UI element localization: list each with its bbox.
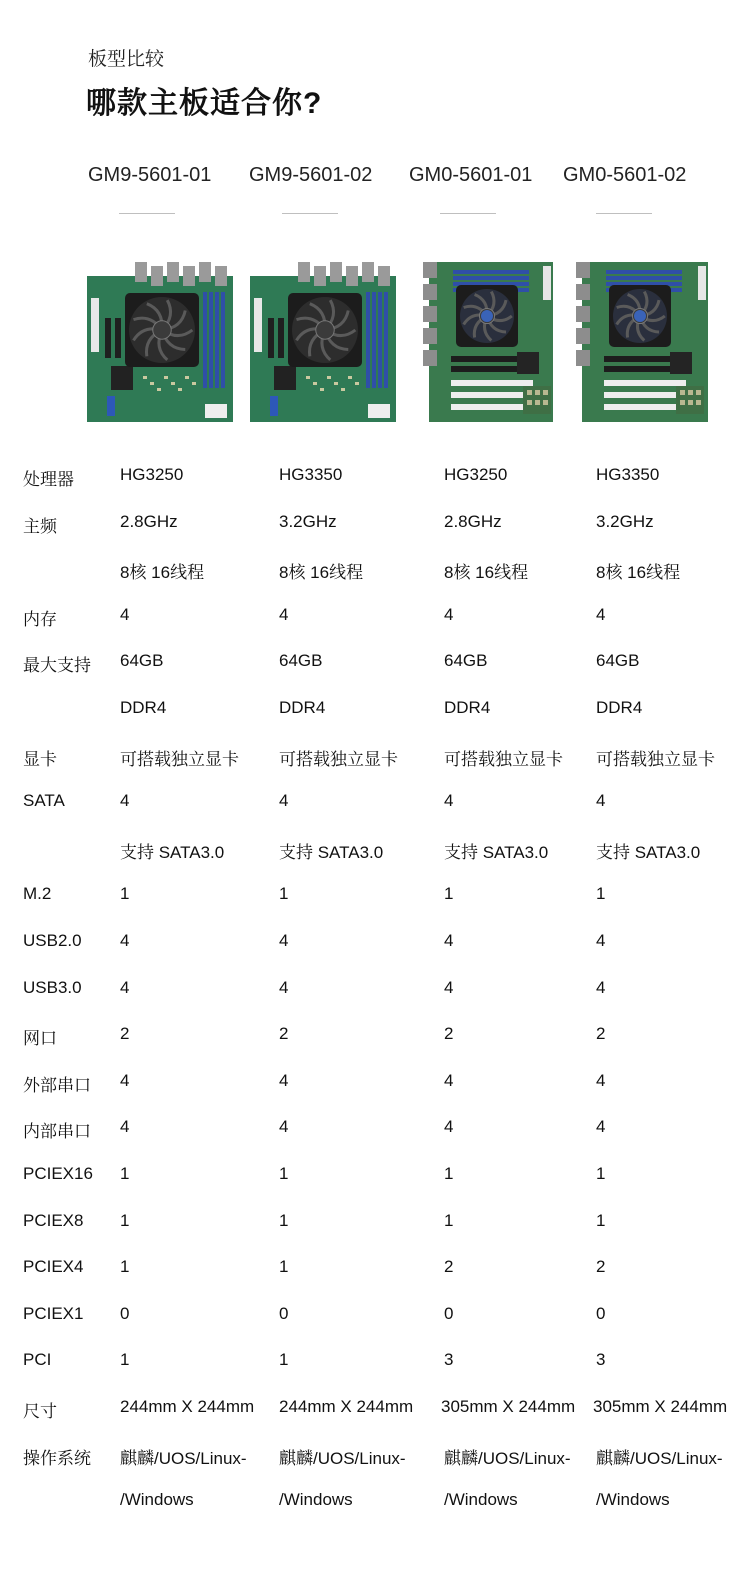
spec-value: 1	[279, 884, 289, 903]
model-divider	[440, 213, 496, 214]
spec-label: PCIEX8	[23, 1211, 84, 1230]
model-divider	[596, 213, 652, 214]
spec-value: 4	[444, 978, 454, 997]
spec-value: 4	[596, 791, 606, 810]
spec-value: 8核 16线程	[120, 563, 205, 582]
spec-value: 4	[279, 1071, 289, 1090]
spec-label: SATA	[23, 791, 65, 810]
spec-label: 主频	[23, 517, 57, 536]
spec-value: 2	[279, 1024, 289, 1043]
spec-value: HG3350	[596, 465, 660, 484]
spec-value: 支持 SATA3.0	[444, 843, 549, 862]
spec-value: 0	[120, 1304, 130, 1323]
spec-value: 可搭载独立显卡	[444, 750, 563, 769]
spec-value: HG3250	[120, 465, 184, 484]
spec-value: 2	[120, 1024, 130, 1043]
spec-value: HG3250	[444, 465, 508, 484]
spec-label: 尺寸	[23, 1402, 57, 1421]
spec-value: 可搭载独立显卡	[120, 750, 239, 769]
spec-value: 4	[444, 605, 454, 624]
spec-label: 最大支持	[23, 656, 91, 675]
spec-label: USB3.0	[23, 978, 82, 997]
spec-value: /Windows	[279, 1490, 353, 1509]
spec-label: 网口	[23, 1029, 57, 1048]
spec-value: 可搭载独立显卡	[279, 750, 398, 769]
spec-value: 1	[596, 1164, 606, 1183]
spec-value: HG3350	[279, 465, 343, 484]
spec-value: 0	[444, 1304, 454, 1323]
spec-value: 4	[279, 605, 289, 624]
spec-value: 4	[279, 978, 289, 997]
spec-value: 4	[279, 931, 289, 950]
page-title: 哪款主板适合你?	[86, 87, 323, 120]
spec-value: DDR4	[120, 698, 167, 717]
spec-value: 4	[120, 1071, 130, 1090]
spec-label: 内部串口	[23, 1122, 91, 1141]
spec-value: 4	[279, 791, 289, 810]
spec-value: 4	[120, 931, 130, 950]
spec-value: 4	[120, 978, 130, 997]
spec-value: 1	[279, 1164, 289, 1183]
spec-value: 2	[596, 1257, 606, 1276]
spec-value: 0	[279, 1304, 289, 1323]
spec-value: 1	[120, 1350, 130, 1369]
spec-value: 麒麟/UOS/Linux-	[120, 1449, 247, 1468]
spec-value: 3.2GHz	[596, 512, 654, 531]
spec-value: 支持 SATA3.0	[279, 843, 384, 862]
model-name: GM9-5601-01	[88, 164, 212, 186]
spec-value: DDR4	[279, 698, 326, 717]
spec-value: DDR4	[444, 698, 491, 717]
spec-label: PCI	[23, 1350, 52, 1369]
model-name: GM9-5601-02	[249, 164, 373, 186]
spec-value: 4	[279, 1117, 289, 1136]
model-name: GM0-5601-02	[563, 164, 687, 186]
model-name: GM0-5601-01	[409, 164, 533, 186]
spec-value: 支持 SATA3.0	[596, 843, 701, 862]
spec-label: 处理器	[23, 470, 74, 489]
spec-value: 0	[596, 1304, 606, 1323]
spec-value: /Windows	[120, 1490, 194, 1509]
spec-label: 内存	[23, 610, 57, 629]
spec-value: 305mm X 244mm	[593, 1397, 728, 1416]
spec-value: 4	[120, 605, 130, 624]
spec-value: 2	[596, 1024, 606, 1043]
spec-label: PCIEX16	[23, 1164, 93, 1183]
spec-label: 显卡	[23, 750, 57, 769]
spec-value: 3	[444, 1350, 454, 1369]
spec-value: 1	[279, 1257, 289, 1276]
spec-value: 4	[444, 1117, 454, 1136]
spec-value: 1	[120, 884, 130, 903]
spec-label: USB2.0	[23, 931, 82, 950]
motherboard-image	[576, 258, 710, 422]
spec-value: 支持 SATA3.0	[120, 843, 225, 862]
spec-value: 8核 16线程	[596, 563, 681, 582]
spec-value: 4	[120, 791, 130, 810]
spec-value: 4	[444, 931, 454, 950]
motherboard-image	[250, 258, 396, 422]
spec-value: 1	[444, 1164, 454, 1183]
spec-value: 1	[596, 1211, 606, 1230]
spec-value: 4	[444, 1071, 454, 1090]
spec-value: 244mm X 244mm	[279, 1397, 414, 1416]
spec-value: 64GB	[444, 651, 488, 670]
spec-value: 64GB	[279, 651, 323, 670]
page-subtitle: 板型比较	[88, 49, 165, 70]
spec-label: PCIEX4	[23, 1257, 84, 1276]
spec-value: 8核 16线程	[279, 563, 364, 582]
motherboard-image	[87, 258, 233, 422]
spec-value: DDR4	[596, 698, 643, 717]
spec-value: 3	[596, 1350, 606, 1369]
model-divider	[282, 213, 338, 214]
spec-value: 3.2GHz	[279, 512, 337, 531]
spec-value: 305mm X 244mm	[441, 1397, 576, 1416]
spec-value: /Windows	[444, 1490, 518, 1509]
spec-label: 操作系统	[23, 1449, 91, 1468]
spec-value: /Windows	[596, 1490, 670, 1509]
spec-value: 8核 16线程	[444, 563, 529, 582]
spec-value: 2.8GHz	[120, 512, 178, 531]
spec-value: 4	[596, 1117, 606, 1136]
spec-value: 1	[120, 1164, 130, 1183]
spec-value: 1	[120, 1257, 130, 1276]
spec-value: 1	[279, 1350, 289, 1369]
spec-value: 麒麟/UOS/Linux-	[596, 1449, 723, 1468]
spec-value: 2.8GHz	[444, 512, 502, 531]
spec-value: 4	[596, 605, 606, 624]
spec-label: PCIEX1	[23, 1304, 84, 1323]
spec-value: 麒麟/UOS/Linux-	[279, 1449, 406, 1468]
spec-value: 4	[444, 791, 454, 810]
spec-value: 4	[596, 931, 606, 950]
spec-value: 麒麟/UOS/Linux-	[444, 1449, 571, 1468]
spec-value: 1	[444, 884, 454, 903]
spec-value: 2	[444, 1024, 454, 1043]
spec-value: 1	[120, 1211, 130, 1230]
spec-value: 1	[596, 884, 606, 903]
spec-value: 64GB	[120, 651, 164, 670]
spec-value: 1	[444, 1211, 454, 1230]
spec-value: 4	[596, 978, 606, 997]
spec-value: 1	[279, 1211, 289, 1230]
spec-label: 外部串口	[23, 1076, 91, 1095]
model-divider	[119, 213, 175, 214]
spec-value: 4	[120, 1117, 130, 1136]
spec-value: 244mm X 244mm	[120, 1397, 255, 1416]
spec-label: M.2	[23, 884, 52, 903]
spec-value: 64GB	[596, 651, 640, 670]
motherboard-image	[423, 258, 555, 422]
spec-value: 可搭载独立显卡	[596, 750, 715, 769]
spec-value: 2	[444, 1257, 454, 1276]
spec-value: 4	[596, 1071, 606, 1090]
